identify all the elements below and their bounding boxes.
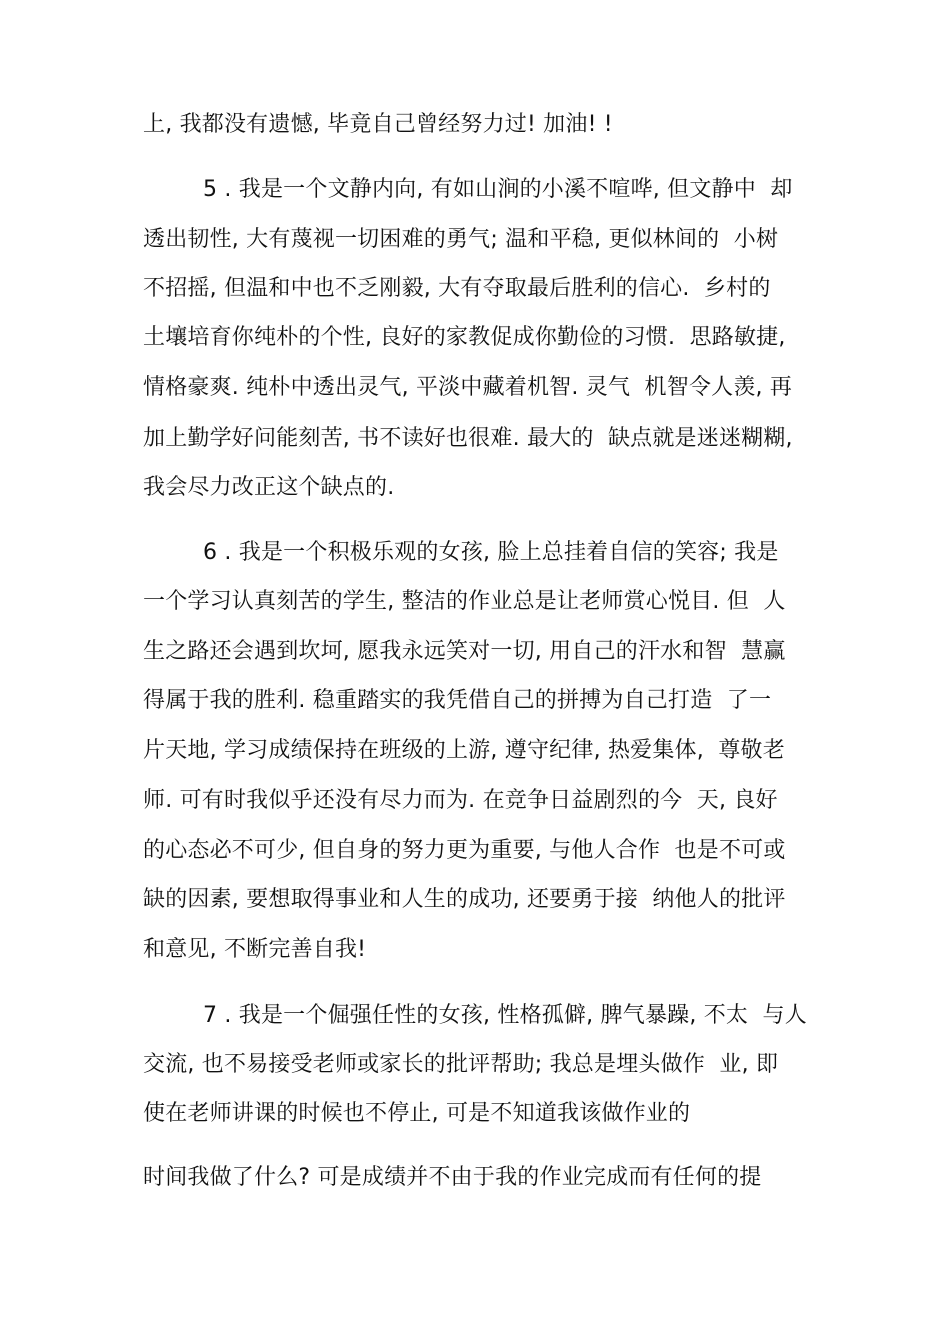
text-line: 生之路还会遇到坎坷, 愿我永远笑对一切, 用自己的汗水和智 慧赢 [143, 639, 786, 664]
text-line: 不招摇, 但温和中也不乏刚毅, 大有夺取最后胜利的信心. 乡村的 [143, 276, 771, 301]
text-line: 和意见, 不断完善自我! [143, 937, 367, 962]
text-line: 师. 可有时我似乎还没有尽力而为. 在竞争日益剧烈的今 天, 良好 [143, 788, 778, 813]
text-line: 缺的因素, 要想取得事业和人生的成功, 还要勇于接 纳他人的批评 [143, 887, 786, 912]
paragraph-7-first-line: 7 . 我是一个倔强任性的女孩, 性格孤僻, 脾气暴躁, 不太 与人 [203, 1003, 807, 1028]
paragraph-6-first-line: 6 . 我是一个积极乐观的女孩, 脸上总挂着自信的笑容; 我是 [203, 540, 779, 565]
text-line: 我会尽力改正这个缺点的. [143, 475, 395, 500]
text-line: 的心态必不可少, 但自身的努力更为重要, 与他人合作 也是不可或 [143, 838, 786, 863]
text-line: 土壤培育你纯朴的个性, 良好的家教促成你勤俭的习惯. 思路敏捷, [143, 325, 786, 350]
text-line: 使在老师讲课的时候也不停止, 可是不知道我该做作业的 [143, 1101, 691, 1126]
paragraph-5-first-line: 5 . 我是一个文静内向, 有如山涧的小溪不喧哗, 但文静中 却 [203, 177, 793, 202]
text-line: 情格豪爽. 纯朴中透出灵气, 平淡中藏着机智. 灵气 机智令人羡, 再 [143, 375, 793, 400]
text-line: 时间我做了什么? 可是成绩并不由于我的作业完成而有任何的提 [143, 1165, 762, 1190]
text-line: 上, 我都没有遗憾, 毕竟自己曾经努力过! 加油! ! [143, 112, 613, 137]
text-line: 交流, 也不易接受老师或家长的批评帮助; 我总是埋头做作 业, 即 [143, 1052, 779, 1077]
text-line: 透出韧性, 大有蔑视一切困难的勇气; 温和平稳, 更似林间的 小树 [143, 227, 779, 252]
text-line: 片天地, 学习成绩保持在班级的上游, 遵守纪律, 热爱集体, 尊敬老 [143, 738, 785, 763]
text-line: 得属于我的胜利. 稳重踏实的我凭借自己的拼搏为自己打造 了一 [143, 688, 772, 713]
text-line: 一个学习认真刻苦的学生, 整洁的作业总是让老师赏心悦目. 但 人 [143, 589, 786, 614]
text-line: 加上勤学好问能刻苦, 书不读好也很难. 最大的 缺点就是迷迷糊糊, [143, 426, 793, 451]
